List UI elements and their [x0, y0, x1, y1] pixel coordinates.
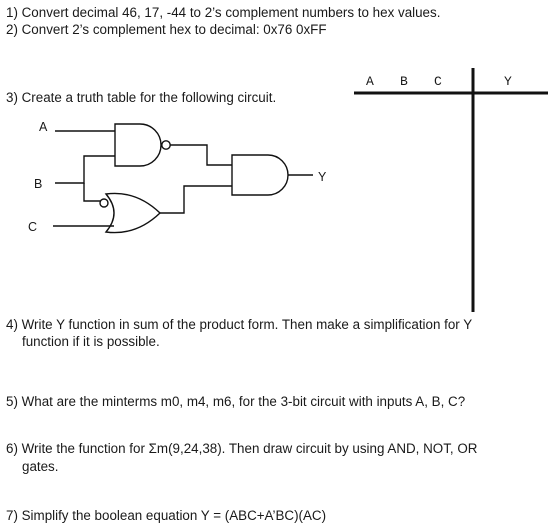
truth-table-header-c: C: [434, 74, 442, 89]
truth-table-header-a: A: [366, 74, 374, 89]
circuit-input-b-label: B: [34, 177, 43, 191]
question-3: 3) Create a truth table for the following circuit.: [6, 90, 277, 105]
truth-table-header-y: Y: [504, 74, 512, 89]
circuit-output-y-label: Y: [318, 170, 327, 184]
circuit-input-a-label: A: [39, 120, 48, 134]
wire-b-to-nand: [55, 156, 115, 183]
nand-inversion-bubble: [162, 141, 170, 149]
question-4-line-1: 4) Write Y function in sum of the product form. Then make a simplification for Y: [6, 317, 473, 332]
truth-table-header-b: B: [400, 74, 408, 89]
question-2: 2) Convert 2’s complement hex to decimal: 0x76 0xFF: [6, 22, 327, 37]
wire-or-out: [160, 186, 232, 213]
nand-gate: [115, 124, 161, 166]
question-7: 7) Simplify the boolean equation Y = (ABC+A’BC)(AC): [6, 508, 327, 523]
question-6-line-2: gates.: [22, 459, 59, 474]
question-6-line-1: 6) Write the function for Σm(9,24,38). Then draw circuit by using AND, NOT, OR: [6, 441, 478, 456]
and-gate: [232, 155, 288, 195]
or-gate: [106, 193, 160, 232]
question-4-line-2: function if it is possible.: [22, 334, 160, 349]
question-1: 1) Convert decimal 46, 17, -44 to 2’s complement numbers to hex values.: [6, 5, 441, 20]
wire-b-to-or: [84, 183, 105, 201]
question-5: 5) What are the minterms m0, m4, m6, for the 3-bit circuit with inputs A, B, C?: [6, 394, 466, 409]
or-input-inversion-bubble: [100, 199, 108, 207]
circuit-input-c-label: C: [28, 220, 38, 234]
wire-nand-out: [170, 145, 232, 165]
